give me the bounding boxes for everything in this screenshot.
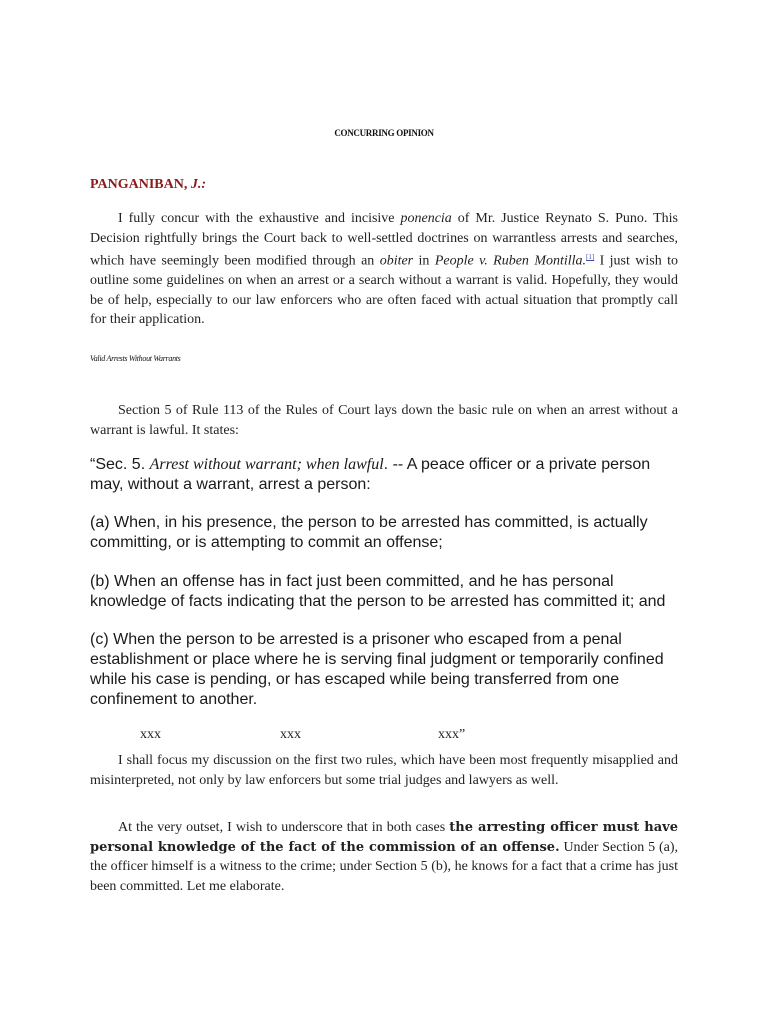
- quote-lead-italic: Arrest without warrant; when lawful: [149, 456, 384, 473]
- p4-bold: the arresting officer must have personal knowledge of the fact of the commission of an offense.: [90, 820, 678, 855]
- p1-case-citation: People v. Ruben Montilla.: [434, 253, 587, 269]
- p2-text: Section 5 of Rule 113 of the Rules of Court lays down the basic rule on when an arrest without a warrant is lawful. It states:: [90, 403, 678, 438]
- p1-post: I just wish to outline some guidelines on when an arrest or a search without a warrant is valid. Hopefully, they would be of help, especially to our law enforcers who are often faced with actual situation that promptly call for their application.: [90, 253, 679, 328]
- p3-text: I shall focus my discussion on the first two rules, which have been most frequently misapplied and misinterpreted, not only by law enforcers but some trial judges and lawyers as well.: [90, 753, 678, 788]
- p4-pre: At the very outset, I wish to underscore that in both cases: [118, 820, 450, 835]
- quote-lead: “Sec. 5.: [90, 456, 150, 473]
- quote-item-b: (b) When an offense has in fact just been committed, and he has personal knowledge of facts indicating that the person to be arrested has committed it; and: [90, 573, 666, 610]
- p1-pre: I fully concur with the exhaustive and incisive: [118, 211, 401, 226]
- omission-1: xxx: [140, 727, 161, 742]
- justice-suffix: J.:: [190, 177, 207, 192]
- paragraph-underscore: [90, 818, 678, 896]
- quote-lead-rest: . -- A peace officer or a private person may, without a warrant, arrest a person:: [90, 456, 651, 493]
- omission-3: xxx”: [438, 727, 466, 742]
- quote-section-5: [90, 455, 680, 495]
- paragraph-focus: [90, 751, 678, 790]
- document-title: CONCURRING OPINION: [334, 128, 434, 138]
- paragraph-rule: [90, 401, 678, 440]
- p1-ponencia: ponencia: [400, 211, 452, 226]
- p1-obiter: obiter: [379, 253, 414, 269]
- p1-mid1: of Mr. Justice Reynato S. Puno. This Decision rightfully brings the Court back to well-settled doctrines on warrantless arrests and searches, which have seemingly been modified through an: [90, 211, 678, 269]
- footnote-link[interactable]: [1]: [586, 253, 595, 261]
- quote-item-a: (a) When, in his presence, the person to be arrested has committed, is actually committing, or is attempting to commit an offense;: [90, 514, 648, 551]
- section-heading: Valid Arrests Without Warrants: [90, 354, 181, 363]
- omission-2: xxx: [280, 727, 301, 742]
- justice-name: [90, 177, 206, 193]
- paragraph-opening: [90, 209, 678, 330]
- quote-item-c: (c) When the person to be arrested is a prisoner who escaped from a penal establishment or place where he is serving final judgment or temporarily confined while his case is pending, or has escaped while being transferred from one confinement to another.: [90, 631, 664, 708]
- p4-post: Under Section 5 (a), the officer himself is a witness to the crime; under Section 5 (b), he knows for a fact that a crime has just been committed. Let me elaborate.: [90, 839, 678, 894]
- p1-mid2: in: [413, 253, 435, 269]
- justice-surname: PANGANIBAN,: [90, 177, 188, 192]
